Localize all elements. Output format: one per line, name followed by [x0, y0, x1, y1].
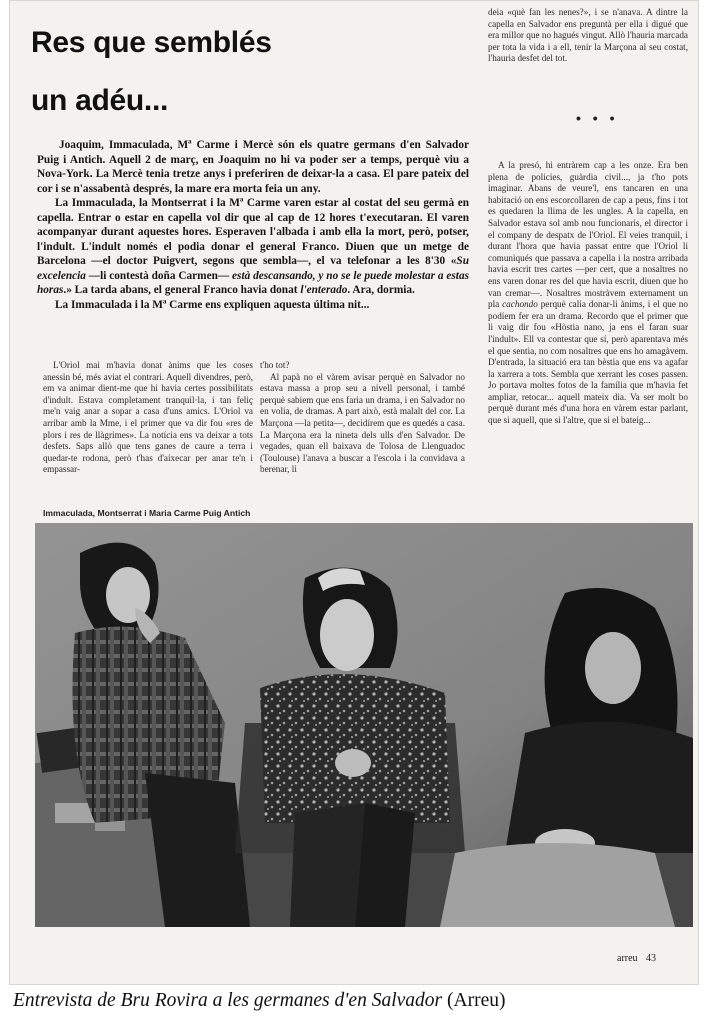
image-caption [13, 990, 703, 1012]
lead-paragraph-2 [37, 196, 469, 298]
lead-text: La Immaculada, la Montserrat i la Mª Carme varen estar al costat del seu germà en capella. Entrar o estar en capella vol dir que al cap de 12 hores t'executaran. El varen acompanyar durant aquestes hores. Esperaven l'albada i amb ella la mort, però, potser, l'indult. L'indult només el podia donar el general Franco. Diuen que un metge de Barcelona —el doctor Puigvert, segons que sembla—, el va telefonar a les 8'30 « [37, 197, 469, 267]
article-headline [31, 14, 461, 130]
body-emphasis: cachondo [502, 299, 538, 310]
sisters-photo-image [35, 523, 693, 927]
headline-line-2: un adéu... [31, 84, 169, 117]
body-text: perquè calia donar-li ànims, i el que no podíem fer era un drama. Recordo que el primer que li vaig dir fou «Hòstia nano, ja ens el faran suar l'indult». Ell va contestar que sí, però aparentava més el que sentia, no com nosaltres que ens ho amagàvem. D'entrada, la situació era tan bèstia que ens va agafar la xarrera a tots. Sembla que xerrant les coses passen. Jo portava moltes fotos de la família que m'havia fet ampliar, retocar... aquell mateix dia. Va ser molt bo perquè durant més d'una hora en vàrem estar parlant, que si aquell, que si l'altre, que si el bateig... [488, 299, 688, 426]
headline-line-1: Res que semblés [31, 26, 272, 59]
body-paragraph: L'Oriol mai m'havia donat ànims que les coses anessin bé, més aviat el contrari. Aquell divendres, però, em va animar dient-me que hi havia certes possibilitats d'indult. Estava completament tranquil·la, i tan feliç me'n vaig anar a sopar a casa d'uns amics. L'Oriol va arribar amb la Mme, i el primer que va dir fou «res de plors i res de llàgrimes». La notícia ens va deixar a tots desfets. Saps allò que tens ganes de caure a terra i quedar-te rodona, però t'has d'aixecar per anar te'n i empassar- [43, 360, 253, 475]
lead-text: .» La tarda abans, el general Franco havia donat [63, 284, 301, 296]
body-text: A la presó, hi entràrem cap a les onze. Era ben plena de policies, guàrdia civil..., ja t'ho pots imaginar. Abans de veure'l, ens tancaren en una habitació on ens escorcollaren de cap a peus, fins i tot es quedaren la llima de les ungles. A la capella, en Salvador estava sol amb nou funcionaris, el director i el company de despatx de l'Oriol. El veies tranquil, i durant l'hora que havia passat entre que l'Oriol li comuniqués que passava a capella i la nostra arribada havia escrit tres cartes —per cert, que a nosaltres no ens varen donar res del que havia escrit, diuen que ho van cremar—. Nosaltres mostràvem externament un pla [488, 160, 688, 310]
lead-text: —li contestà doña Carmen— [85, 269, 233, 282]
page-footer [617, 953, 656, 964]
lead-quote: està descansando, y no se le puede molestar a estas horas [37, 269, 469, 296]
section-divider: • • • [576, 110, 619, 126]
lead-quote: Su excelencia [37, 255, 469, 282]
body-column-3-bottom [488, 160, 688, 427]
caption-source: (Arreu) [442, 990, 506, 1011]
body-column-3-top [488, 7, 688, 65]
article-lead [37, 138, 469, 312]
page-number: 43 [646, 953, 657, 964]
body-paragraph: Al papà no el vàrem avisar perquè en Salvador no estava massa a prop seu a nivell personal, i també perquè sabíem que ens faria un drama, i en Salvador no en volia, de dramas. A part això, està malalt del cor. La Marçona —la petita—, decidírem que es quedés a casa. La Marçona era la nineta dels ulls d'en Salvador. De vegades, quan ell baixava de Tolosa de Llenguadoc (Toulouse) l'anava a buscar a l'escola i la convidava a berenar, li [260, 371, 465, 475]
body-paragraph: deia «què fan les nenes?», i se n'anava. A dintre la capella en Salvador ens preguntà per ella i digué que era millor que no hagués vingut. Allò l'hauria marcada per tota la vida i a ell, tenir la Marçona al seu costat, l'hauria desfet del tot. [488, 7, 688, 64]
body-column-1 [43, 360, 253, 476]
lead-text: . Ara, dormia. [347, 284, 415, 296]
lead-paragraph-1: Joaquim, Immaculada, Mª Carme i Mercè són els quatre germans d'en Salvador Puig i Antich. Aquell 2 de març, en Joaquim no hi va poder ser a temps, perquè viu a Nova-York. La Mercè tenia tretze anys i preferiren de deixar-la a casa. El pare pateix del cor i se n'assabentà després, la mare era morta feia un any. [37, 139, 469, 195]
sisters-photo [35, 523, 693, 927]
magazine-page [9, 0, 699, 985]
body-paragraph: t'ho tot? [260, 360, 290, 370]
lead-quote: l'enterado [300, 284, 348, 296]
body-paragraph [488, 160, 688, 427]
caption-italic: Entrevista de Bru Rovira a les germanes d'en Salvador [13, 990, 443, 1011]
body-column-2 [260, 360, 465, 476]
magazine-name: arreu [617, 953, 638, 964]
lead-paragraph-3: La Immaculada i la Mª Carme ens expliquen aquesta última nit... [55, 298, 370, 311]
photo-caption: Immaculada, Montserrat i Maria Carme Puig Antich [43, 508, 251, 518]
